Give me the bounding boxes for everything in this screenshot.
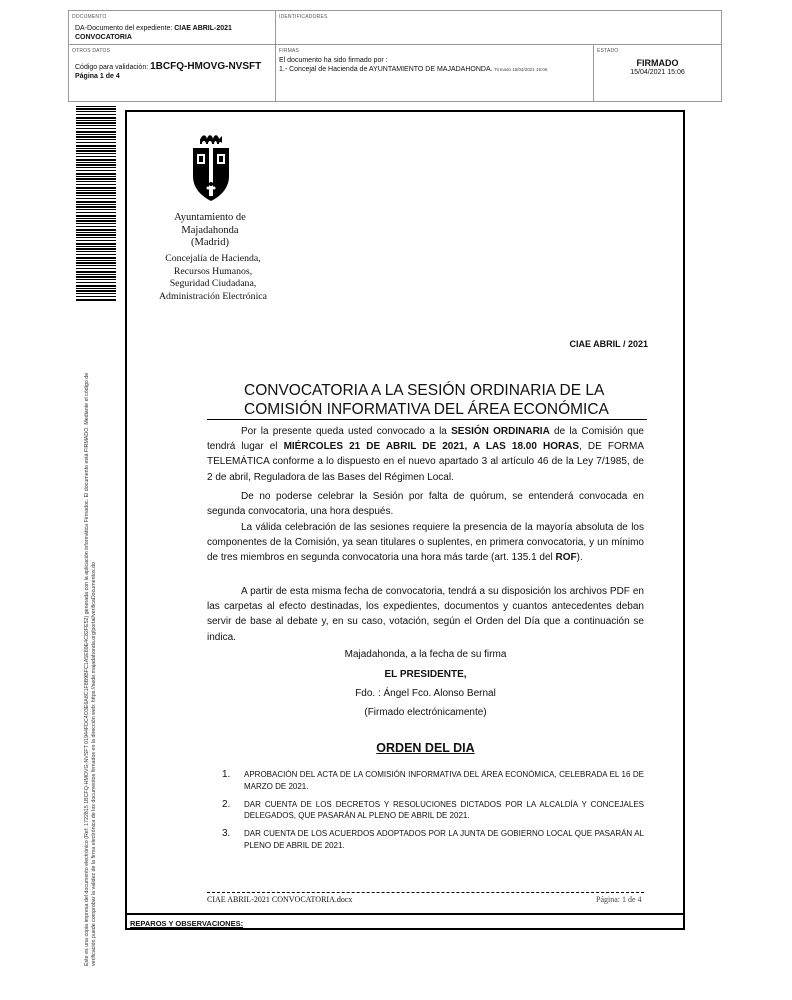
paragraph-convocatoria bbox=[207, 424, 644, 485]
side-text-line2: verificación puede comprobar la validez de la firma electrónica de los documentos firmados en la dirección web: https://sede.majadahonda.org/portal/verificaDocumentos.do bbox=[91, 562, 97, 966]
otros-datos-label: OTROS DATOS bbox=[72, 48, 111, 54]
documento-cell bbox=[69, 11, 276, 45]
barcode-image bbox=[76, 106, 116, 302]
footer-filename: CIAE ABRIL-2021 CONVOCATORIA.docx bbox=[207, 895, 353, 904]
paragraph-validez bbox=[207, 520, 644, 566]
codigo-prefix: Código para validación: bbox=[75, 64, 151, 71]
orden-del-dia-list bbox=[222, 769, 644, 858]
p3-text: La válida celebración de las sesiones requiere la presencia de la mayoría absoluta de los componentes de la Comisión, ya sean titulares o suplentes, en primera convocatoria, y un mínimo de tres miembros en segunda convocatoria una hora más tarde (art. 135.1 del bbox=[207, 522, 644, 564]
documento-text bbox=[75, 24, 270, 42]
document-title bbox=[244, 382, 644, 419]
title-line2: COMISIÓN INFORMATIVA DEL ÁREA ECONÓMICA bbox=[244, 400, 609, 418]
p1-text: , DE FORMA TELEMÁTICA conforme a lo dispuesto en el nuevo apartado 3 al artículo 46 de la Ley 7/1985, de 2 de abril, Reguladora de las Bases del Régimen Local. bbox=[207, 441, 644, 483]
documento-prefix: DA-Documento del expediente: bbox=[75, 25, 175, 32]
estado-date: 15/04/2021 15:06 bbox=[630, 69, 685, 76]
p1-sesion: SESIÓN ORDINARIA bbox=[451, 426, 550, 437]
footer-rule bbox=[207, 892, 644, 893]
documento-expediente: CIAE ABRIL-2021 CONVOCATORIA bbox=[75, 25, 232, 41]
p3-text: ). bbox=[576, 552, 583, 564]
ayto-line: Ayuntamiento de bbox=[174, 212, 246, 223]
firmante: 1.- Concejal de Hacienda de AYUNTAMIENTO DE MAJADAHONDA. bbox=[279, 66, 493, 73]
item-text: DAR CUENTA DE LOS DECRETOS Y RESOLUCIONES DICTADOS POR LA ALCALDÍA Y CONCEJALES DELEGADOS, QUE PASARÁN AL PLENO DE ABRIL DE 2021. bbox=[244, 799, 644, 820]
item-number: 1. bbox=[222, 769, 231, 780]
side-text-line1: Este es una copia impresa del documento electrónico (Ref: 1722815 1BCFQ-HMOVG-NVSFT 01944FDC4O3E6A8C1F8B9BFC1A5E89E4C82FE52) generada con la aplicación informática Firmadoc. El documento está FIRMADO. Mediante el código de bbox=[84, 372, 90, 966]
concejalia-line: Administración Electrónica bbox=[158, 290, 267, 302]
otros-datos-cell bbox=[69, 45, 276, 101]
title-line1: CONVOCATORIA A LA SESIÓN ORDINARIA DE LA bbox=[244, 382, 605, 399]
p1-text: Por la presente queda usted convocado a la bbox=[241, 426, 452, 437]
paragraph-quorum bbox=[207, 489, 644, 519]
estado-cell bbox=[594, 45, 721, 101]
documento-label: DOCUMENTO bbox=[72, 14, 107, 20]
p1-fecha: MIÉRCOLES 21 DE ABRIL DE 2021, A LAS 18.00 HORAS bbox=[283, 441, 580, 453]
title-rule bbox=[207, 419, 647, 420]
firmas-line1: El documento ha sido firmado por : bbox=[279, 57, 388, 64]
identificadores-label: IDENTIFICADORES bbox=[279, 14, 328, 20]
verification-side-text bbox=[84, 306, 98, 966]
firmas-label: FIRMAS bbox=[279, 48, 300, 54]
signature-place: Majadahonda, a la fecha de su firma bbox=[344, 649, 507, 660]
orden-del-dia-title: ORDEN DEL DIA bbox=[376, 741, 475, 755]
item-text: DAR CUENTA DE LOS ACUERDOS ADOPTADOS POR LA JUNTA DE GOBIERNO LOCAL QUE PASARÁN AL PLENO DE ABRIL DE 2021. bbox=[244, 829, 644, 850]
paragraph-archivos bbox=[207, 584, 644, 645]
firmas-line2 bbox=[279, 66, 547, 73]
estado-label: ESTADO bbox=[597, 48, 619, 54]
p4-text: A partir de esta misma fecha de convocatoria, tendrá a su disposición los archivos PDF en las carpetas al efecto destinadas, los expedientes, documentos y cuantos antecedentes deban servir de base al debate y, en su caso, votación, según el Orden del Día que a continuación se indica. bbox=[207, 586, 644, 643]
signature-header-table bbox=[68, 10, 722, 102]
pagina-indicator: Página 1 de 4 bbox=[75, 73, 120, 80]
firmas-cell bbox=[276, 45, 594, 101]
p1-text: de la Comisión que tendrá lugar el bbox=[207, 426, 644, 453]
signature-role: EL PRESIDENTE, bbox=[384, 669, 467, 680]
p2-text: De no poderse celebrar la Sesión por falta de quórum, se entenderá convocada en segunda convocatoria, una hora después. bbox=[207, 491, 644, 518]
concejalia-line: Seguridad Ciudadana, bbox=[169, 278, 257, 289]
codigo-value: 1BCFQ-HMOVG-NVSFT bbox=[150, 61, 262, 72]
firma-fecha: Firmado 15/04/2021 15:06 bbox=[494, 67, 548, 72]
item-number: 3. bbox=[222, 828, 231, 839]
item-number: 2. bbox=[222, 798, 231, 810]
item-text: APROBACIÓN DEL ACTA DE LA COMISIÓN INFORMATIVA DEL ÁREA ECONÓMICA, CELEBRADA EL 16 DE MARZO DE 2021. bbox=[244, 770, 644, 791]
signature-note: (Firmado electrónicamente) bbox=[364, 707, 487, 718]
majadahonda-coat-of-arms-icon bbox=[190, 132, 232, 202]
identificadores-cell bbox=[276, 11, 721, 45]
ayto-line: (Madrid) bbox=[191, 237, 229, 248]
p3-rof: ROF bbox=[555, 552, 577, 564]
ayuntamiento-name bbox=[150, 212, 270, 250]
codigo-validacion bbox=[75, 61, 261, 72]
document-reference: CIAE ABRIL / 2021 bbox=[569, 339, 648, 349]
list-item bbox=[222, 799, 644, 822]
concejalia-name bbox=[150, 253, 276, 303]
ayto-line: Majadahonda bbox=[181, 224, 239, 236]
footer-page: Página: 1 de 4 bbox=[596, 895, 642, 904]
concejalia-line: Concejalía de Hacienda, bbox=[165, 253, 261, 264]
list-item bbox=[222, 828, 644, 851]
concejalia-line: Recursos Humanos, bbox=[173, 265, 253, 277]
reparos-section: REPAROS Y OBSERVACIONES: bbox=[125, 913, 685, 930]
signature-name: Fdo. : Ángel Fco. Alonso Bernal bbox=[355, 688, 496, 699]
estado-value: FIRMADO bbox=[636, 58, 679, 68]
list-item bbox=[222, 769, 644, 792]
